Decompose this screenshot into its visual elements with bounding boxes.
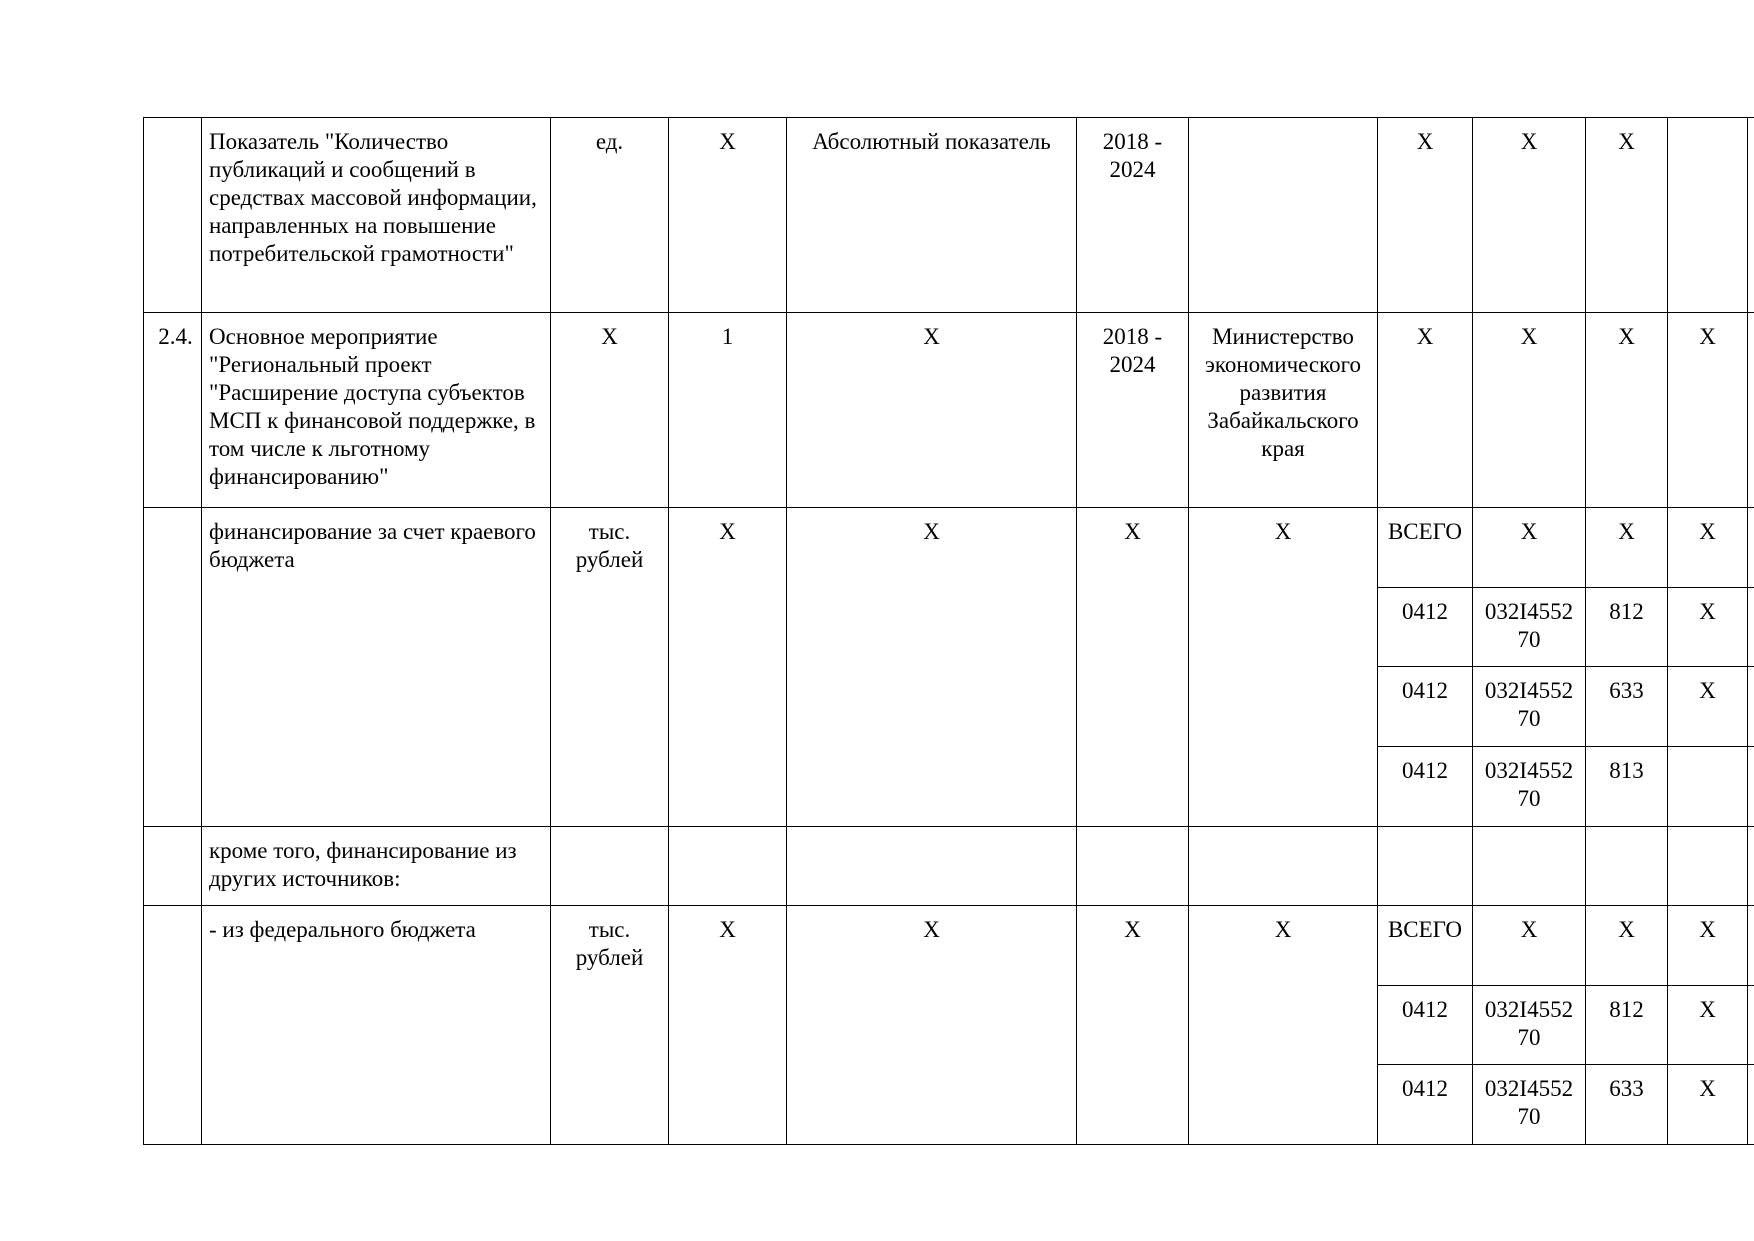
federal-section-code: 0412 <box>1378 986 1473 1065</box>
regional-total-code: X <box>1473 508 1586 588</box>
federal-period: X <box>1077 906 1189 1145</box>
indicator-period: 2018 - 2024 <box>1077 118 1189 313</box>
federal-total-code: X <box>1473 906 1586 986</box>
regional-weight: X <box>669 508 787 827</box>
federal-kvr-code: 633 <box>1586 1065 1668 1145</box>
federal-col5 <box>1748 1065 1754 1145</box>
empty-cell <box>1748 827 1754 906</box>
federal-extra: X <box>1668 1065 1748 1145</box>
regional-method: X <box>787 508 1077 827</box>
indicator-weight: X <box>669 118 787 313</box>
federal-total-kvr: X <box>1586 906 1668 986</box>
regional-total-label: ВСЕГО <box>1378 508 1473 588</box>
regional-target-code: 032I455270 <box>1473 588 1586 667</box>
federal-name: - из федерального бюджета <box>202 906 551 1145</box>
table-viewport <box>143 117 1754 1145</box>
empty-cell <box>1668 827 1748 906</box>
other-sources-row <box>144 827 1754 906</box>
measure-code-2: X <box>1473 313 1586 508</box>
measure-row <box>144 313 1754 508</box>
empty-cell <box>669 827 787 906</box>
indicator-name: Показатель "Количество публикаций и сообщений в средствах массовой информации, направленных на повышение потребительской грамотности" <box>202 118 551 313</box>
empty-cell <box>787 827 1077 906</box>
federal-total-label: ВСЕГО <box>1378 906 1473 986</box>
indicator-code-3: X <box>1586 118 1668 313</box>
indicator-executor <box>1189 118 1378 313</box>
empty-cell <box>1189 827 1378 906</box>
measure-code-3: X <box>1586 313 1668 508</box>
regional-col5 <box>1748 747 1754 827</box>
regional-extra: X <box>1668 588 1748 667</box>
measure-code-1: X <box>1378 313 1473 508</box>
empty-cell <box>1378 827 1473 906</box>
federal-executor: X <box>1189 906 1378 1145</box>
indicator-code-2: X <box>1473 118 1586 313</box>
regional-section-code: 0412 <box>1378 667 1473 747</box>
indicator-code-4 <box>1668 118 1748 313</box>
federal-row <box>144 906 1754 986</box>
federal-unit: тыс. рублей <box>551 906 669 1145</box>
empty-cell <box>1586 827 1668 906</box>
empty-cell <box>1473 827 1586 906</box>
federal-kvr-code: 812 <box>1586 986 1668 1065</box>
regional-total-col5 <box>1748 508 1754 588</box>
measure-period: 2018 - 2024 <box>1077 313 1189 508</box>
federal-target-code: 032I455270 <box>1473 1065 1586 1145</box>
regional-kvr-code: 813 <box>1586 747 1668 827</box>
federal-section-code: 0412 <box>1378 1065 1473 1145</box>
measure-unit: X <box>551 313 669 508</box>
regional-section-code: 0412 <box>1378 747 1473 827</box>
measure-code-5 <box>1748 313 1754 508</box>
regional-row <box>144 508 1754 588</box>
federal-weight: X <box>669 906 787 1145</box>
regional-target-code: 032I455270 <box>1473 667 1586 747</box>
federal-extra: X <box>1668 986 1748 1065</box>
federal-method: X <box>787 906 1077 1145</box>
indicator-code-1: X <box>1378 118 1473 313</box>
measure-executor: Министерство экономического развития Забайкальского края <box>1189 313 1378 508</box>
indicator-method: Абсолютный показатель <box>787 118 1077 313</box>
regional-name: финансирование за счет краевого бюджета <box>202 508 551 827</box>
regional-period: X <box>1077 508 1189 827</box>
measure-code-4: X <box>1668 313 1748 508</box>
empty-cell <box>1077 827 1189 906</box>
indicator-code-5 <box>1748 118 1754 313</box>
regional-executor: X <box>1189 508 1378 827</box>
indicator-unit: ед. <box>551 118 669 313</box>
regional-extra: X <box>1668 667 1748 747</box>
program-table <box>143 117 1754 1145</box>
measure-name: Основное мероприятие "Региональный проект "Расширение доступа субъектов МСП к финансовой поддержке, в том числе к льготному финансированию" <box>202 313 551 508</box>
regional-total-extra: X <box>1668 508 1748 588</box>
regional-target-code: 032I455270 <box>1473 747 1586 827</box>
regional-section-code: 0412 <box>1378 588 1473 667</box>
measure-number: 2.4. <box>144 313 202 508</box>
regional-extra <box>1668 747 1748 827</box>
regional-number <box>144 508 202 827</box>
regional-kvr-code: 633 <box>1586 667 1668 747</box>
regional-total-kvr: X <box>1586 508 1668 588</box>
measure-method: X <box>787 313 1077 508</box>
federal-number <box>144 906 202 1145</box>
federal-total-col5 <box>1748 906 1754 986</box>
regional-unit: тыс. рублей <box>551 508 669 827</box>
federal-col5 <box>1748 986 1754 1065</box>
regional-kvr-code: 812 <box>1586 588 1668 667</box>
other-sources-label: кроме того, финансирование из других источников: <box>202 827 551 906</box>
indicator-number <box>144 118 202 313</box>
regional-col5 <box>1748 588 1754 667</box>
federal-target-code: 032I455270 <box>1473 986 1586 1065</box>
regional-col5 <box>1748 667 1754 747</box>
other-sources-number <box>144 827 202 906</box>
indicator-row <box>144 118 1754 313</box>
measure-weight: 1 <box>669 313 787 508</box>
federal-total-extra: X <box>1668 906 1748 986</box>
empty-cell <box>551 827 669 906</box>
